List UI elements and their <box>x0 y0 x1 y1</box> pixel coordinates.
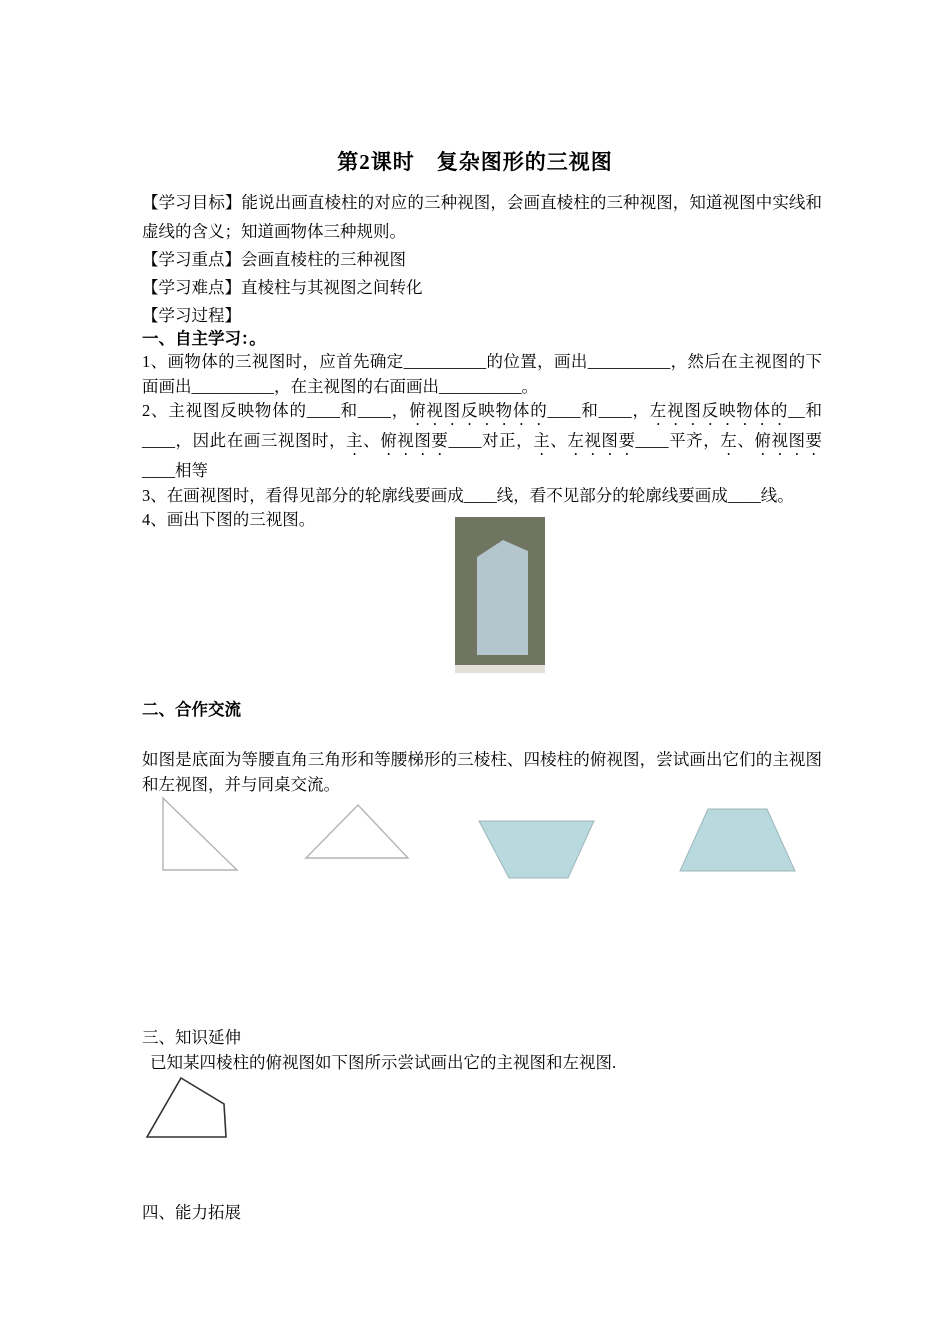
photo-bottom-strip <box>455 665 545 673</box>
quadrilateral-top-view <box>140 1072 260 1144</box>
section-1-heading: 一、自主学习：。 <box>142 329 266 348</box>
emphasized-text: 左视图反映物体的 <box>649 401 789 421</box>
section-3-description: 已知某四棱柱的俯视图如下图所示尝试画出它的主视图和左视图. <box>150 1053 617 1072</box>
learning-objectives: 【学习目标】能说出画直棱柱的对应的三种视图，会画直棱柱的三种视图，知道视图中实线和虚线的含义；知道画物体三种规则。 <box>142 193 822 241</box>
quadrilateral-shape <box>147 1078 226 1137</box>
right-triangle-shape <box>163 798 237 870</box>
isosceles-triangle-shape <box>306 805 408 858</box>
plain-text: 因此在画三视图时， <box>192 431 347 451</box>
plain-text: ____平齐， <box>635 431 721 451</box>
plain-text: 2、主视图反映物体的____和____， <box>142 401 410 421</box>
top-view-shapes <box>140 795 810 887</box>
learning-difficulty: 【学习难点】直棱柱与其视图之间转化 <box>142 278 423 297</box>
learning-process: 【学习过程】 <box>142 306 241 325</box>
plain-text: __和____， <box>142 401 823 451</box>
emphasized-text: 左、俯视图要 <box>720 431 823 451</box>
self-study-item-1: 1、画物体的三视图时，应首先确定__________的位置，画出__________，然后在主视图的下面画出__________，在主视图的右面画出__________。 <box>142 352 822 396</box>
emphasized-text: 俯视图反映物体的 <box>409 401 548 421</box>
plain-text: ____相等 <box>142 461 208 481</box>
prism-photo <box>455 517 545 673</box>
self-study-item-2 <box>142 399 822 484</box>
section-4-heading: 四、能力拓展 <box>142 1203 241 1222</box>
section-2-heading: 二、合作交流 <box>142 700 241 719</box>
section-3-heading: 三、知识延伸 <box>142 1028 241 1047</box>
emphasized-text: 主、左视图要 <box>533 431 636 451</box>
page-title: 第2课时 复杂图形的三视图 <box>337 150 613 174</box>
prism-shape <box>477 540 528 655</box>
self-study-item-3: 3、在画视图时，看得见部分的轮廓线要画成____线，看不见部分的轮廓线要画成____线。 <box>142 485 794 505</box>
trapezoid-shape <box>680 809 795 871</box>
plain-text: ____对正， <box>448 431 534 451</box>
emphasized-text: 主、俯视图要 <box>346 431 449 451</box>
self-study-item-4: 4、画出下图的三视图。 <box>142 510 316 530</box>
self-study-items <box>142 350 822 533</box>
section-2-description: 如图是底面为等腰直角三角形和等腰梯形的三棱柱、四棱柱的俯视图，尝试画出它们的主视图和左视图，并与同桌交流。 <box>142 750 822 794</box>
inverted-trapezoid-shape <box>479 821 594 878</box>
plain-text: ____和____， <box>547 401 650 421</box>
learning-key-point: 【学习重点】会画直棱柱的三种视图 <box>142 250 406 269</box>
